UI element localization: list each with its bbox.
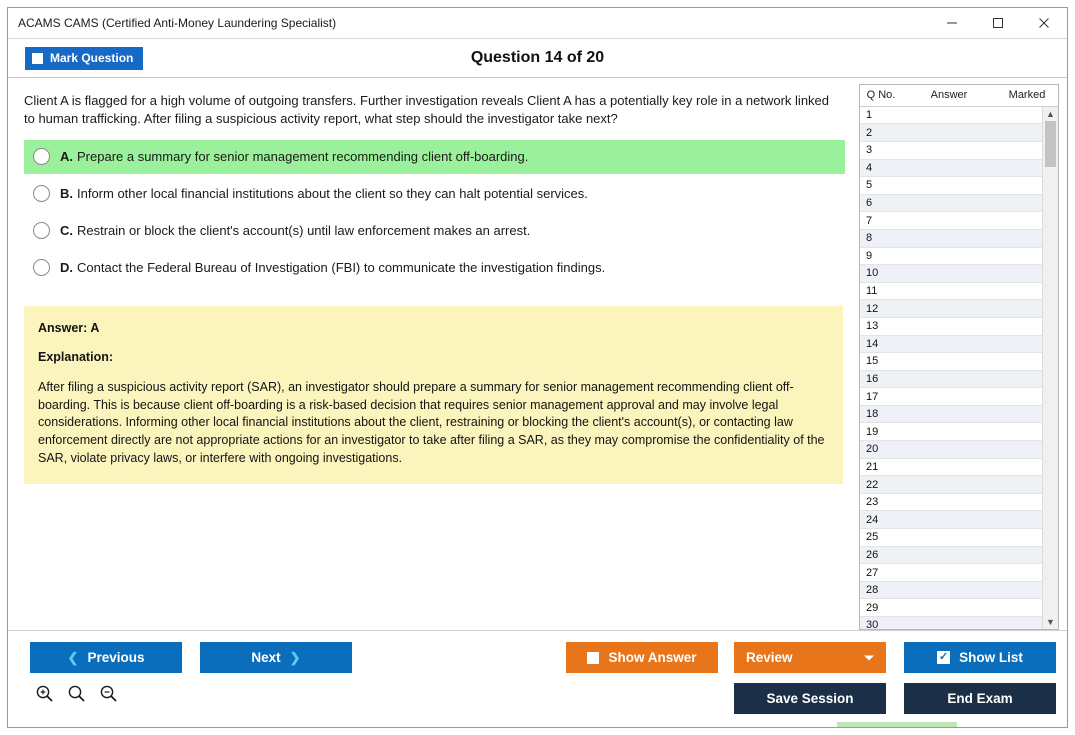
question-list-row[interactable] bbox=[860, 599, 1042, 617]
question-list-row[interactable] bbox=[860, 423, 1042, 441]
question-list-row[interactable] bbox=[860, 388, 1042, 406]
question-number: 4 bbox=[866, 161, 873, 174]
save-session-button[interactable] bbox=[734, 683, 886, 714]
chevron-right-icon: ❯ bbox=[289, 649, 301, 665]
choice-option-d[interactable] bbox=[24, 251, 845, 285]
previous-button[interactable] bbox=[30, 642, 182, 673]
question-list-row[interactable] bbox=[860, 441, 1042, 459]
scrollbar-thumb[interactable] bbox=[1045, 121, 1056, 167]
question-list-row[interactable] bbox=[860, 230, 1042, 248]
exam-window bbox=[7, 7, 1068, 728]
question-number: 8 bbox=[866, 232, 873, 245]
show-answer-checkbox[interactable] bbox=[587, 652, 599, 664]
review-label: Review bbox=[746, 650, 793, 665]
show-answer-label: Show Answer bbox=[608, 650, 697, 665]
question-list-row[interactable] bbox=[860, 459, 1042, 477]
question-number: 12 bbox=[866, 302, 879, 315]
question-number: 29 bbox=[866, 601, 879, 614]
question-list-panel bbox=[859, 84, 1059, 630]
question-list-row[interactable] bbox=[860, 283, 1042, 301]
question-number: 13 bbox=[866, 320, 879, 333]
show-list-button[interactable] bbox=[904, 642, 1056, 673]
footer-toolbar bbox=[8, 630, 1067, 727]
question-list-row[interactable] bbox=[860, 494, 1042, 512]
show-answer-button[interactable] bbox=[566, 642, 718, 673]
question-list-row[interactable] bbox=[860, 476, 1042, 494]
column-header-answer: Answer bbox=[930, 89, 968, 102]
question-number: 17 bbox=[866, 390, 879, 403]
question-list-body bbox=[860, 107, 1058, 629]
question-number: 30 bbox=[866, 619, 879, 629]
previous-label: Previous bbox=[87, 650, 145, 665]
choice-list bbox=[8, 128, 859, 288]
end-exam-label: End Exam bbox=[947, 691, 1013, 706]
zoom-out-icon[interactable] bbox=[98, 683, 118, 703]
question-number: 28 bbox=[866, 584, 879, 597]
question-list-row[interactable] bbox=[860, 265, 1042, 283]
show-list-label: Show List bbox=[959, 650, 1023, 665]
answer-label: Answer: A bbox=[38, 320, 100, 335]
radio-icon[interactable] bbox=[33, 185, 50, 202]
question-number: 18 bbox=[866, 408, 879, 421]
question-number: 14 bbox=[866, 337, 879, 350]
mark-question-checkbox[interactable] bbox=[32, 53, 43, 64]
question-list-row[interactable] bbox=[860, 529, 1042, 547]
chevron-left-icon: ❮ bbox=[67, 649, 79, 665]
mark-question-label: Mark Question bbox=[50, 51, 134, 65]
window-titlebar bbox=[8, 8, 1067, 39]
explanation-text: After filing a suspicious activity report (SAR), an investigator should prepare a summary for senior management recommending client off-boarding. This is because client off-boarding is a risk-based decision that requires senior management approval and may involve legal considerations. Informing other local financial institutions about the client, restraining or blocking the client's account(s), or contacting law enforcement directly are not appropriate actions for an investigator to take after filing a SAR, as they may compromise the confidentiality of the SAR, violate privacy laws, or interfere with ongoing investigations. bbox=[38, 379, 825, 465]
radio-icon[interactable] bbox=[33, 222, 50, 239]
question-list-row[interactable] bbox=[860, 124, 1042, 142]
question-list-row[interactable] bbox=[860, 195, 1042, 213]
scroll-down-arrow[interactable]: ▼ bbox=[1046, 617, 1055, 627]
end-exam-button[interactable] bbox=[904, 683, 1056, 714]
question-number: 10 bbox=[866, 267, 879, 280]
status-accent-bar bbox=[837, 722, 957, 727]
question-number: 24 bbox=[866, 513, 879, 526]
question-number: 22 bbox=[866, 478, 879, 491]
question-pane bbox=[8, 78, 859, 630]
question-number: 15 bbox=[866, 355, 879, 368]
choice-option-a[interactable] bbox=[24, 140, 845, 174]
question-number: 2 bbox=[866, 126, 873, 139]
question-list-row[interactable] bbox=[860, 142, 1042, 160]
mark-question-button[interactable] bbox=[25, 47, 143, 70]
zoom-in-icon[interactable] bbox=[34, 683, 54, 703]
answer-explanation-panel bbox=[24, 306, 843, 484]
question-header-bar bbox=[8, 39, 1067, 78]
choice-letter: D. bbox=[60, 260, 73, 276]
show-list-checkbox[interactable]: ✓ bbox=[939, 651, 949, 663]
choice-option-c[interactable] bbox=[24, 214, 845, 248]
question-list-row[interactable] bbox=[860, 177, 1042, 195]
question-list-row[interactable] bbox=[860, 336, 1042, 354]
save-session-label: Save Session bbox=[766, 691, 854, 706]
question-number: 19 bbox=[866, 425, 879, 438]
choice-letter: A. bbox=[60, 149, 73, 165]
zoom-reset-icon[interactable] bbox=[66, 683, 86, 703]
question-number: 1 bbox=[866, 109, 873, 122]
question-number: 11 bbox=[866, 285, 878, 298]
question-list-row[interactable] bbox=[860, 160, 1042, 178]
column-header-qno: Q No. bbox=[866, 89, 896, 102]
question-number: 3 bbox=[866, 144, 873, 157]
choice-letter: B. bbox=[60, 186, 73, 202]
choice-text: Restrain or block the client's account(s) until law enforcement makes an arrest. bbox=[77, 223, 531, 239]
question-text: Client A is flagged for a high volume of outgoing transfers. Further investigation reveals Client A has a potentially key role in a network linked to human trafficking. After filing a suspicious activity report, what step should the investigator take next? bbox=[24, 93, 830, 126]
question-rows[interactable] bbox=[860, 107, 1042, 629]
question-list-row[interactable] bbox=[860, 107, 1042, 125]
minimize-icon[interactable] bbox=[929, 9, 975, 38]
next-button[interactable] bbox=[200, 642, 352, 673]
question-list-header bbox=[860, 85, 1058, 107]
choice-option-b[interactable] bbox=[24, 177, 845, 211]
maximize-icon[interactable] bbox=[975, 9, 1021, 38]
close-icon[interactable] bbox=[1021, 9, 1067, 38]
question-number: 26 bbox=[866, 548, 879, 561]
question-list-row[interactable] bbox=[860, 353, 1042, 371]
zoom-controls bbox=[34, 683, 118, 703]
question-list-row[interactable] bbox=[860, 406, 1042, 424]
question-number: 6 bbox=[866, 197, 873, 210]
question-number: 20 bbox=[866, 443, 879, 456]
radio-icon[interactable] bbox=[33, 148, 50, 165]
window-title: ACAMS CAMS (Certified Anti-Money Laundering Specialist) bbox=[18, 16, 337, 30]
question-number: 5 bbox=[866, 179, 873, 192]
choice-text: Inform other local financial institutions about the client so they can halt potential services. bbox=[77, 186, 588, 202]
question-list-row[interactable] bbox=[860, 564, 1042, 582]
question-list-row[interactable] bbox=[860, 318, 1042, 336]
scroll-up-arrow[interactable]: ▲ bbox=[1046, 108, 1055, 119]
choice-text: Contact the Federal Bureau of Investigation (FBI) to communicate the investigation findings. bbox=[77, 260, 606, 276]
question-number: 23 bbox=[866, 496, 879, 509]
question-number: 7 bbox=[866, 214, 873, 227]
question-list-row[interactable] bbox=[860, 547, 1042, 565]
question-list-row[interactable] bbox=[860, 300, 1042, 318]
next-label: Next bbox=[251, 650, 281, 665]
choice-letter: C. bbox=[60, 223, 73, 239]
question-list-row[interactable] bbox=[860, 617, 1042, 629]
question-number: 25 bbox=[866, 531, 879, 544]
choice-text: Prepare a summary for senior management recommending client off-boarding. bbox=[77, 149, 529, 165]
page-title: Question 14 of 20 bbox=[470, 49, 605, 66]
question-number: 9 bbox=[866, 249, 873, 262]
review-dropdown[interactable] bbox=[734, 642, 886, 673]
question-number: 27 bbox=[866, 566, 879, 579]
explanation-label: Explanation: bbox=[38, 350, 114, 365]
chevron-down-icon bbox=[864, 655, 874, 660]
exam-body bbox=[8, 78, 1067, 630]
question-list-row[interactable] bbox=[860, 582, 1042, 600]
question-number: 21 bbox=[866, 460, 879, 473]
radio-icon[interactable] bbox=[33, 259, 50, 276]
question-list-row[interactable] bbox=[860, 371, 1042, 389]
question-list-scrollbar[interactable] bbox=[1042, 107, 1058, 629]
question-list-row[interactable] bbox=[860, 511, 1042, 529]
question-list-row[interactable] bbox=[860, 212, 1042, 230]
column-header-marked: Marked bbox=[1008, 89, 1046, 102]
question-list-row[interactable] bbox=[860, 248, 1042, 266]
question-number: 16 bbox=[866, 372, 879, 385]
